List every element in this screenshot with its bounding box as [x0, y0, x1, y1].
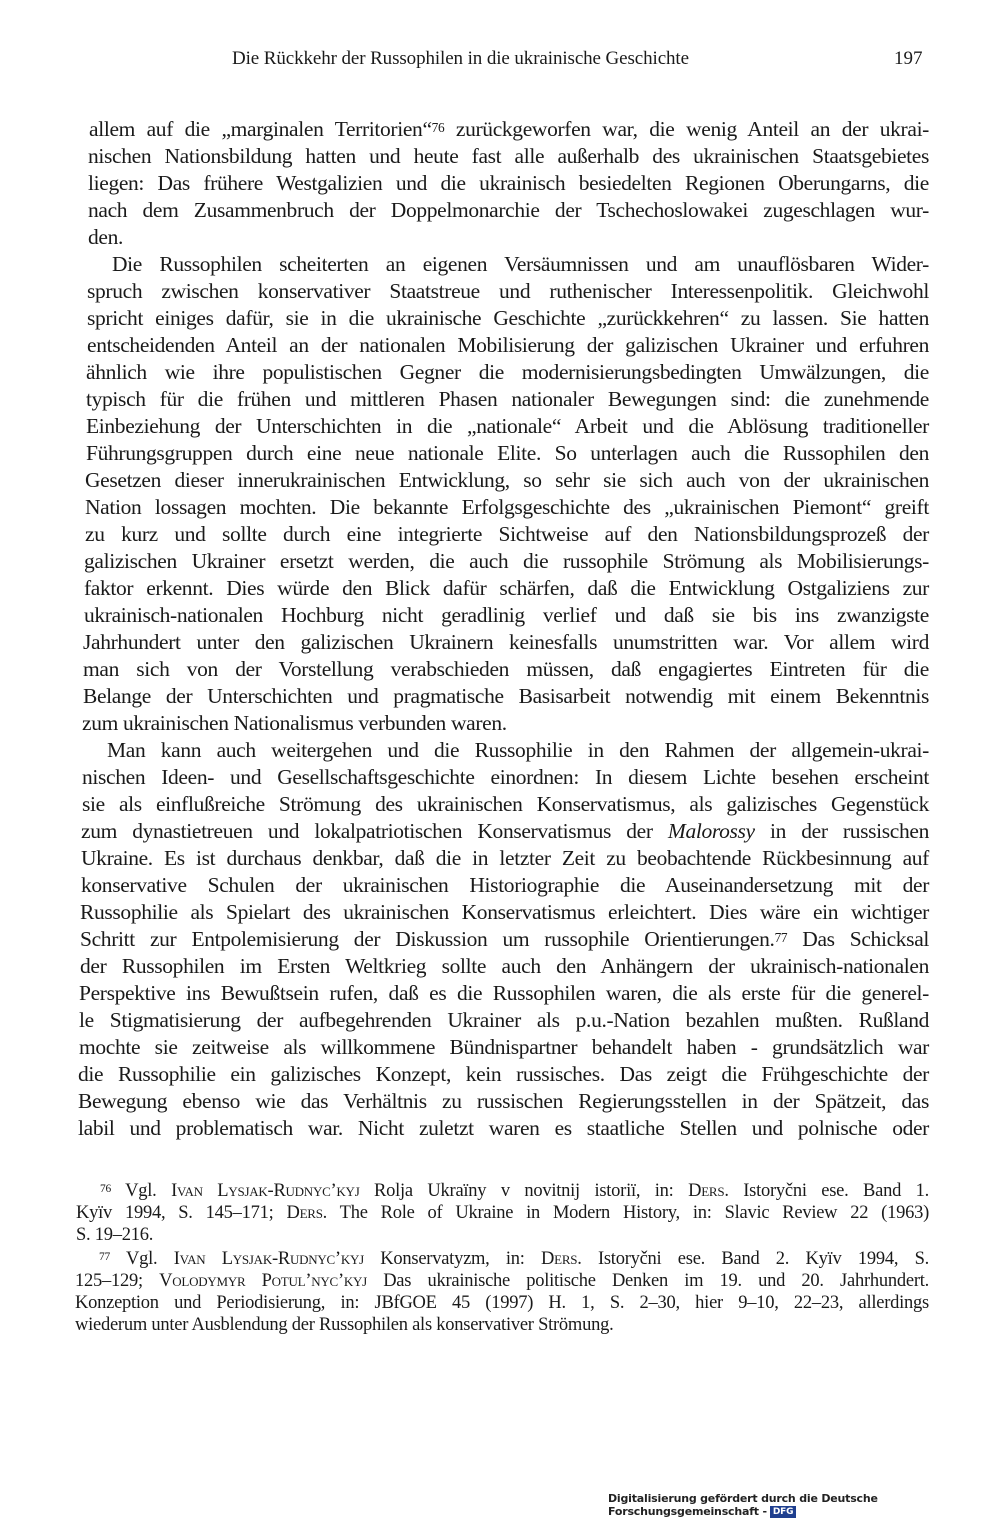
footnote-77-line: Konzeption und Periodisierung, in: JBfGOE 45 (1997) H. 1, S. 2–30, hier 9–10, 22–23, allerdings: [75, 1293, 929, 1313]
body-line: Belange der Unterschichten und pragmatische Basisarbeit notwendig mit einem Bekenntnis: [83, 684, 929, 708]
body-line: Nation lossagen mochten. Die bekannte Erfolgsgeschichte des „ukrainischen Piemont“ greift: [85, 495, 929, 519]
body-line: nischen Ideen- und Gesellschaftsgeschichte einordnen: In diesem Lichte besehen erscheint: [82, 765, 929, 789]
body-line: ukrainisch-nationalen Hochburg nicht geradlinig verlief und daß sie bis ins zwanzigste: [84, 603, 929, 627]
footnote-77-line: wiederum unter Ausblendung der Russophilen als konservativer Strömung.: [75, 1315, 614, 1335]
body-line: spricht einiges dafür, sie in die ukrainische Geschichte „zurückkehren“ zu lassen. Sie hatten: [87, 306, 929, 330]
footnote-76-line: S. 19–216.: [76, 1225, 154, 1245]
footnote-ref-77[interactable]: 77: [774, 930, 788, 945]
body-line: sie als einflußreiche Strömung des ukrainischen Konservatismus, als galizisches Gegenstück: [82, 792, 929, 816]
body-line: mochte sie zeitweise als willkommene Bündnispartner behandelt haben - grundsätzlich war: [79, 1035, 929, 1059]
footer-text: Digitalisierung gefördert durch die Deutsche Forschungsgemeinschaft -: [608, 1492, 878, 1518]
footnote-number: 77: [99, 1251, 110, 1263]
footnote-77-line: 125–129; Volodymyr Potul’nyc’kyj Das ukrainische politische Denken im 19. und 20. Jahrhundert.: [75, 1271, 929, 1291]
author-name: Volodymyr Potul’nyc’kyj: [159, 1271, 367, 1291]
body-line: Bewegung ebenso wie das Verhältnis zu russischen Regierungsstellen in der Spätzeit, das: [78, 1089, 929, 1113]
body-line: der Russophilen im Ersten Weltkrieg sollte auch den Anhängern der ukrainisch-nationalen: [80, 954, 929, 978]
body-line: Ukraine. Es ist durchaus denkbar, daß die in letzter Zeit zu beobachtende Rückbesinnung auf: [81, 846, 929, 870]
body-line: man sich von der Vorstellung verabschieden müssen, daß engagiertes Eintreten für die: [83, 657, 929, 681]
body-line: Perspektive ins Bewußtsein rufen, daß es die Russophilen waren, die als erste für die generel-: [79, 981, 929, 1005]
footnote-number: 76: [100, 1183, 111, 1195]
body-line: spruch zwischen konservativer Staatstreue und ruthenischer Interessenpolitik. Gleichwohl: [87, 279, 929, 303]
body-line: Jahrhundert unter den galizischen Ukrainern keinesfalls unumstritten war. Vor allem wird: [83, 630, 929, 654]
footnote-ref-76[interactable]: 76: [431, 120, 445, 135]
body-line: liegen: Das frühere Westgalizien und die ukrainisch besiedelten Regionen Oberungarns, die: [88, 171, 929, 195]
body-line: galizischen Ukrainer ersetzt werden, die auch die russophile Strömung als Mobilisierungs-: [84, 549, 929, 573]
body-line: Einbeziehung der Unterschichten in die „nationale“ Arbeit und die Ablösung traditioneller: [86, 414, 929, 438]
body-line: nach dem Zusammenbruch der Doppelmonarchie der Tschechoslowakei zugeschlagen wur-: [88, 198, 929, 222]
body-line: Führungsgruppen durch eine neue nationale Elite. So unterlagen auch die Russophilen den: [86, 441, 929, 465]
footnote-76: $^{76}$ Vgl. Ivan Lysjak-Rudnyc’kyj Rolja Ukraïny v novitnij istoriï, in: Ders. Istoryčni ese. Band 1.: [100, 1181, 930, 1201]
body-line: konservative Schulen der ukrainischen Historiographie die Auseinandersetzung mit der: [81, 873, 929, 897]
body-line: le Stigmatisierung der aufbegehrenden Ukrainer als p.u.-Nation bezahlen mußten. Rußland: [79, 1008, 929, 1032]
page-number: 197: [894, 48, 923, 69]
body-line: typisch für die frühen und mittleren Phasen nationaler Bewegungen sind: die zunehmende: [86, 387, 929, 411]
body-line: die Russophilie ein galizisches Konzept, kein russisches. Das zeigt die Frühgeschichte der: [78, 1062, 929, 1086]
body-line: Gesetzen dieser innerukrainischen Entwicklung, so sehr sie sich auch von der ukrainischen: [85, 468, 929, 492]
running-header: [0, 48, 1000, 76]
author-name: Ivan Lysjak-Rudnyc’kyj: [173, 1249, 364, 1269]
body-line: Russophilie als Spielart des ukrainischen Konservatismus erleichtert. Dies wäre ein wichtiger: [80, 900, 929, 924]
body-line: den.: [88, 225, 124, 249]
dfg-logo-icon: DFG: [770, 1506, 796, 1518]
body-line: zu kurz und sollte durch eine integrierte Sichtweise auf den Nationsbildungsprozeß der: [85, 522, 929, 546]
body-line: ähnlich wie ihre populistischen Gegner die modernisierungsbedingten Umwälzungen, die: [86, 360, 929, 384]
body-line: Die Russophilen scheiterten an eigenen Versäumnissen und am unauflösbaren Wider-: [112, 252, 929, 276]
running-title: Die Rückkehr der Russophilen in die ukrainische Geschichte: [232, 48, 689, 69]
body-line: allem auf die „marginalen Territorien“$^{76}$ zurückgeworfen war, die wenig Anteil an der ukrai-: [89, 117, 929, 141]
footnote-76-line: Kyïv 1994, S. 145–171; Ders. The Role of Ukraine in Modern History, in: Slavic Review 22 (1963): [76, 1203, 929, 1223]
body-line: labil und problematisch war. Nicht zuletzt waren es staatliche Stellen und polnische oder: [78, 1116, 929, 1140]
body-line: nischen Nationsbildung hatten und heute fast alle außerhalb des ukrainischen Staatsgebietes: [88, 144, 929, 168]
footnote-77: $^{77}$ Vgl. Ivan Lysjak-Rudnyc’kyj Konservatyzm, in: Ders. Istoryčni ese. Band 2. Kyïv 1994, S.: [99, 1249, 929, 1269]
italic-term: Malorossy: [667, 819, 755, 843]
body-line: Man kann auch weitergehen und die Russophilie in den Rahmen der allgemein-ukrai-: [107, 738, 929, 762]
body-line: faktor erkennt. Dies würde den Blick dafür schärfen, daß die Entwicklung Ostgaliziens zur: [84, 576, 929, 600]
digitization-footer: [608, 1492, 1000, 1518]
body-line: zum ukrainischen Nationalismus verbunden waren.: [82, 711, 507, 735]
body-line: zum dynastietreuen und lokalpatriotischen Konservatismus der Malorossy in der russischen: [81, 819, 929, 843]
body-line: Schritt zur Entpolemisierung der Diskussion um russophile Orientierungen.$^{77}$ Das Schicksal: [80, 927, 930, 951]
author-name: Ivan Lysjak-Rudnyc’kyj: [171, 1181, 360, 1201]
body-line: entscheidenden Anteil an der nationalen Mobilisierung der galizischen Ukrainer und erfuhren: [87, 333, 929, 357]
